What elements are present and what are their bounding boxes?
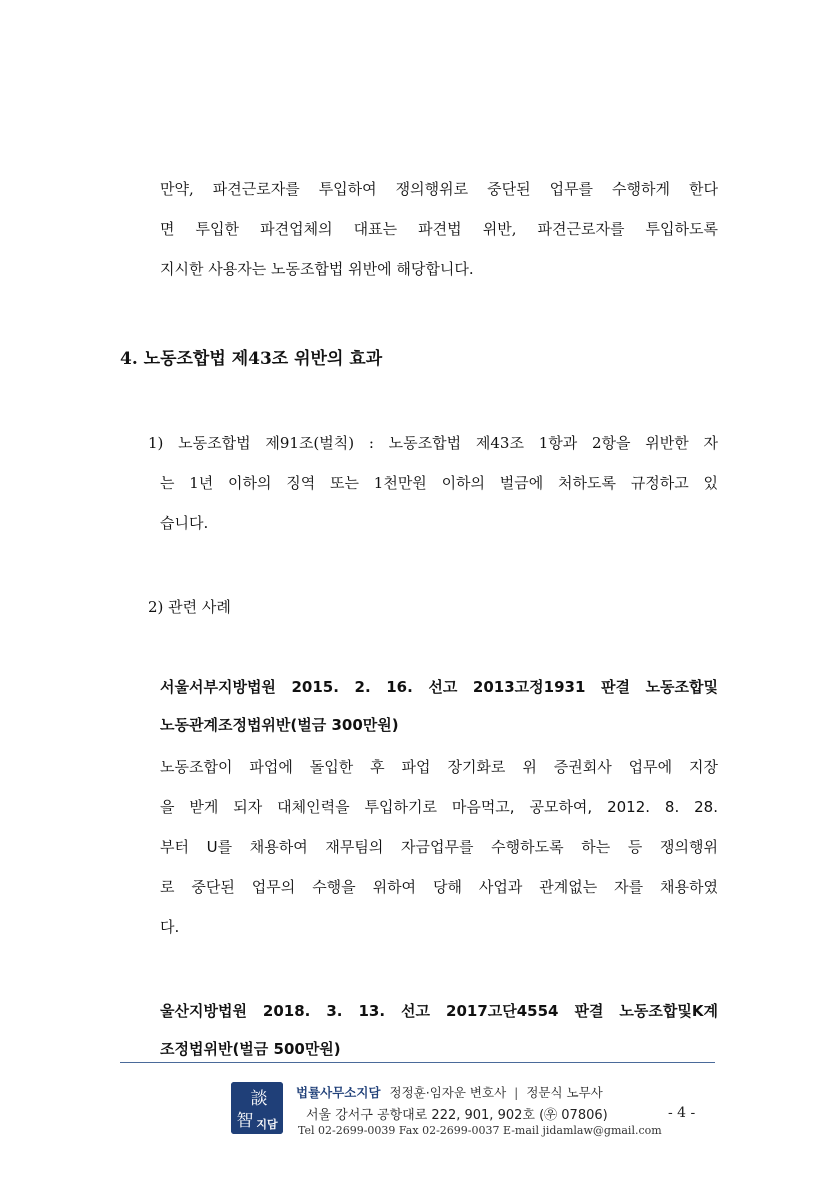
case1-body-line-4: 로 중단된 업무의 수행을 위하여 당해 사업과 관계없는 자를 채용하였 (160, 878, 718, 896)
logo-char-2: 智 (236, 1111, 254, 1131)
footer-firm-line (296, 1083, 603, 1101)
item1-line-1: 1) 노동조합법 제91조(벌칙) : 노동조합법 제43조 1항과 2항을 위반한 자 (148, 434, 718, 452)
footer-address: 서울 강서구 공항대로 222, 901, 902호 (㉾ 07806) (306, 1108, 608, 1123)
intro-line-2: 면 투입한 파견업체의 대표는 파견법 위반, 파견근로자를 투입하도록 (160, 220, 718, 238)
case2-title-line-2: 조정법위반(벌금 500만원) (160, 1040, 341, 1058)
case1-body-line-2: 을 받게 되자 대체인력을 투입하기로 마음먹고, 공모하여, 2012. 8. 28. (160, 798, 718, 816)
logo-char-1: 談 (250, 1089, 268, 1109)
footer-separator: | (514, 1085, 519, 1100)
firm-lawyers: 정정훈·임자운 변호사 (389, 1085, 507, 1100)
footer-divider (120, 1062, 715, 1063)
footer-contact: Tel 02-2699-0039 Fax 02-2699-0037 E-mail jidamlaw@gmail.com (298, 1124, 662, 1137)
case1-body-line-3: 부터 U를 채용하여 재무팀의 자금업무를 수행하도록 하는 등 쟁의행위 (160, 838, 718, 856)
case1-title-line-1: 서울서부지방법원 2015. 2. 16. 선고 2013고정1931 판결 노동조합및 (160, 678, 718, 696)
item2-label: 2) 관련 사례 (148, 598, 231, 616)
case2-title-line-1: 울산지방법원 2018. 3. 13. 선고 2017고단4554 판결 노동조합및K계 (160, 1002, 718, 1020)
intro-line-3: 지시한 사용자는 노동조합법 위반에 해당합니다. (160, 260, 474, 278)
page-number: - 4 - (668, 1105, 696, 1121)
item1-line-2: 는 1년 이하의 징역 또는 1천만원 이하의 벌금에 처하도록 규정하고 있 (160, 474, 718, 492)
item1-line-3: 습니다. (160, 514, 209, 532)
intro-line-1: 만약, 파견근로자를 투입하여 쟁의행위로 중단된 업무를 수행하게 한다 (160, 180, 718, 198)
case1-title-line-2: 노동관계조정법위반(벌금 300만원) (160, 716, 399, 734)
section-heading: 4. 노동조합법 제43조 위반의 효과 (120, 349, 383, 369)
firm-logo-mark (231, 1082, 283, 1134)
firm-labor-attorney: 정문식 노무사 (526, 1085, 603, 1100)
case1-body-line-5: 다. (160, 918, 180, 936)
firm-name: 법률사무소지담 (296, 1085, 381, 1100)
logo-char-3: 지담 (256, 1118, 278, 1131)
firm-logo (231, 1082, 283, 1134)
case1-body-line-1: 노동조합이 파업에 돌입한 후 파업 장기화로 위 증권회사 업무에 지장 (160, 758, 718, 776)
